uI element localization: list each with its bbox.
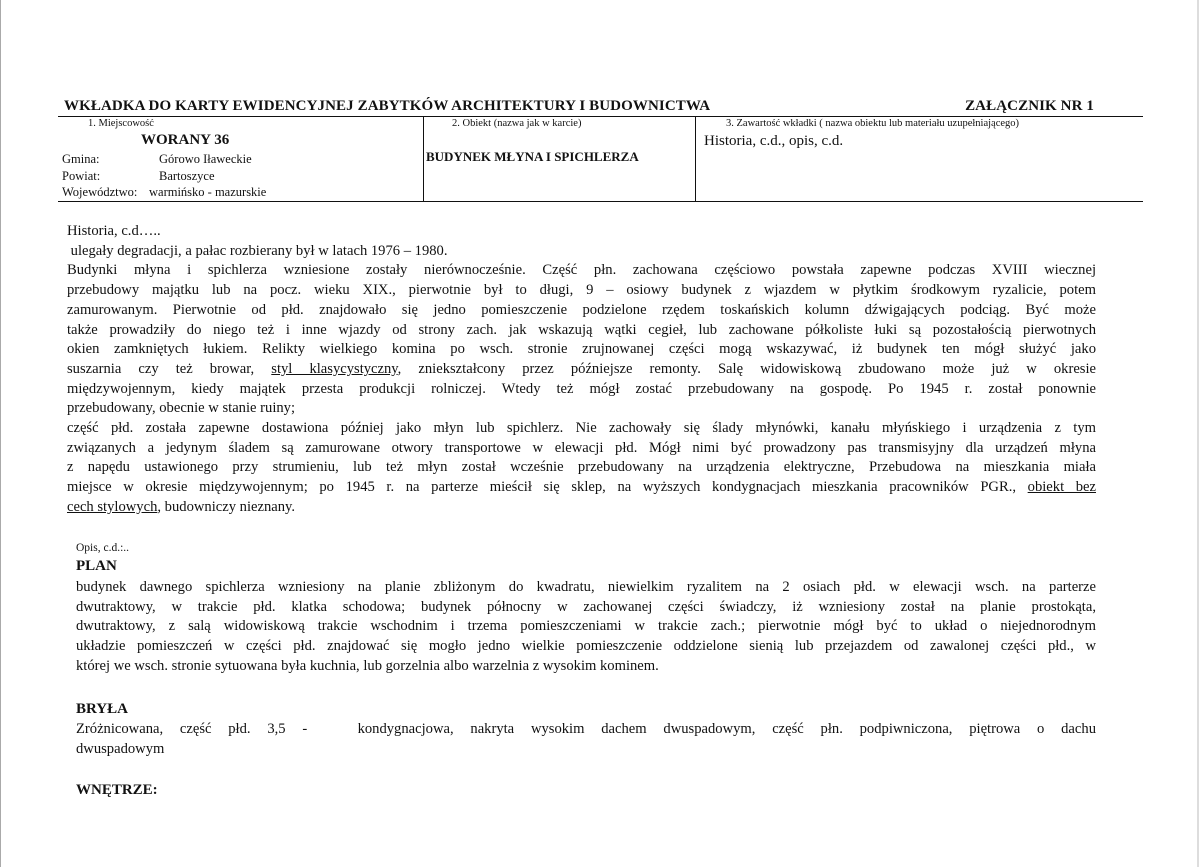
contents-cell bbox=[696, 117, 1143, 201]
history-line: międzywojennym, kiedy majątek przesta produkcji rolniczej. Wtedy też mógł zostać przebudowany na gospodę. Po 1945 r. został ponownie bbox=[67, 380, 1096, 397]
history-line: ulegały degradacji, a pałac rozbierany był w latach 1976 – 1980. bbox=[67, 242, 448, 259]
voivodeship-value: warmińsko - mazurskie bbox=[149, 185, 267, 199]
gmina-label: Gmina: bbox=[62, 152, 100, 166]
form-header bbox=[64, 98, 1094, 115]
text-run: suszarnia czy też browar, bbox=[67, 360, 272, 377]
powiat-value: Bartoszyce bbox=[159, 169, 215, 183]
plan-line: budynek dawnego spichlerza wzniesiony na planie zbliżonym do kwadratu, niewielkim ryzalitem na 2 osiach płd. w elewacji wsch. na parterze bbox=[76, 579, 1096, 595]
history-line: także prowadziły do niego też i inne wjazdy od strony zach. jak wskazują wątki cegieł, lub zachowane półkoliste łuki są pozostałością pierwotnych bbox=[67, 321, 1096, 338]
description-heading: Opis, c.d.:.. bbox=[76, 542, 130, 554]
history-line: przebudowy majątku lub na pocz. wieku XIX., pierwotnie był to długi, 9 – osiowy budynek z wjazdem w płytkim środkowym ryzalicie, potem bbox=[67, 282, 1096, 299]
text-run: , budowniczy nieznany. bbox=[157, 498, 296, 515]
bryla-line: Zróżnicowana, część płd. 3,5 - kondygnacjowa, nakryta wysokim dachem dwuspadowym, część płn. podpiwniczona, piętrowa o dachu bbox=[76, 721, 1096, 737]
wnetrze-heading: WNĘTRZE: bbox=[76, 782, 158, 798]
object-name: BUDYNEK MŁYNA I SPICHLERZA bbox=[426, 149, 639, 164]
history-line: Budynki młyna i spichlerza wzniesione zostały nierównocześnie. Część płn. zachowana częściowo powstała zapewne podczas XVIII wiecznej bbox=[67, 262, 1096, 279]
contents-value: Historia, c.d., opis, c.d. bbox=[704, 133, 844, 149]
history-line bbox=[67, 498, 1096, 518]
contents-label: 3. Zawartość wkładki ( nazwa obiektu lub materiału uzupełniającego) bbox=[726, 118, 1020, 129]
history-line: z napędu ustawionego przy strumieniu, lub też młyn został wcześnie przebudowany na urządzenia elektryczne, Przebudowa na mieszkania miała bbox=[67, 459, 1096, 476]
bryla-section bbox=[76, 720, 1096, 759]
plan-line: dwutraktowy, w trakcie płd. klatka schodowa; budynek północny w zachowanej części świadczy, iż wzniesiony został na planie prostokąta, bbox=[76, 598, 1096, 615]
form-title: WKŁADKA DO KARTY EWIDENCYJNEJ ZABYTKÓW ARCHITEKTURY I BUDOWNICTWA bbox=[64, 98, 711, 114]
powiat-label: Powiat: bbox=[62, 169, 101, 183]
object-label: 2. Obiekt (nazwa jak w karcie) bbox=[452, 118, 582, 129]
gmina-value: Górowo Iławeckie bbox=[159, 152, 252, 166]
history-line: przebudowany, obecnie w stanie ruiny; bbox=[67, 400, 296, 417]
history-heading: Historia, c.d….. bbox=[67, 223, 161, 239]
history-line: zamurowanym. Pierwotnie od płd. znajdowało się jedno pomieszczenie podzielone rzędem toskańskich kolumn dźwigających podciąg. Być może bbox=[67, 301, 1096, 318]
plan-section bbox=[76, 578, 1096, 677]
text-run: , zniekształcony przez późniejsze remonty. Salę widowiskową zbudowano może już w okresie bbox=[397, 360, 1097, 377]
place-name: WORANY 36 bbox=[141, 132, 230, 148]
bryla-heading: BRYŁA bbox=[76, 701, 128, 717]
plan-line: której we wsch. stronie sytuowana była kuchnia, lub gorzelnia albo warzelnia z wysokim kominem. bbox=[76, 657, 659, 674]
plan-line: układzie pomieszczeń w części płd. znajdować się mogło jedno wielkie pomieszczenie oddzielone sienią lub przejazdem od zawalonej części płd., w bbox=[76, 638, 1096, 655]
style-underlined-text: cech stylowych bbox=[67, 498, 158, 515]
metadata-table bbox=[58, 116, 1143, 202]
style-underlined-text: obiekt bez bbox=[1027, 479, 1096, 496]
bryla-line: dwuspadowym bbox=[76, 740, 165, 757]
style-underlined-text: styl klasycystyczny bbox=[271, 360, 398, 377]
plan-heading: PLAN bbox=[76, 558, 117, 574]
location-cell bbox=[58, 117, 424, 201]
text-run: miejsce w okresie międzywojennym; po 1945 r. na parterze mieścił się sklep, na wyższych kondygnacjach mieszkania pracowników PGR., bbox=[67, 479, 1028, 496]
history-line: część płd. została zapewne dostawiona później jako młyn lub spichlerz. Nie zachowały się ślady młynówki, kanału młyńskiego i urządzenia z tym bbox=[67, 420, 1096, 437]
object-cell bbox=[424, 117, 696, 201]
history-line: okien zamkniętych łukiem. Relikty wielkiego komina po wsch. stronie zrujnowanej części mogą wskazywać, iż budynek ten mógł służyć jako bbox=[67, 341, 1096, 358]
history-line bbox=[67, 478, 1096, 498]
location-label: 1. Miejscowość bbox=[88, 118, 154, 129]
plan-line: dwutraktowy, z salą widowiskową trakcie wschodnim i trzema pomieszczeniami w trakcie zach.; pierwotnie mógł być to układ o niejednorodnym bbox=[76, 618, 1096, 635]
history-line bbox=[67, 360, 1096, 380]
history-line: związanych a jedynym śladem są zamurowane otwory transportowe w elewacji płd. Mógł nimi być prowadzony pas transmisyjny dla urządzeń młyna bbox=[67, 439, 1096, 456]
voivodeship-label: Województwo: bbox=[62, 185, 138, 199]
annex-label: ZAŁĄCZNIK NR 1 bbox=[965, 98, 1094, 114]
history-section bbox=[67, 222, 1096, 518]
